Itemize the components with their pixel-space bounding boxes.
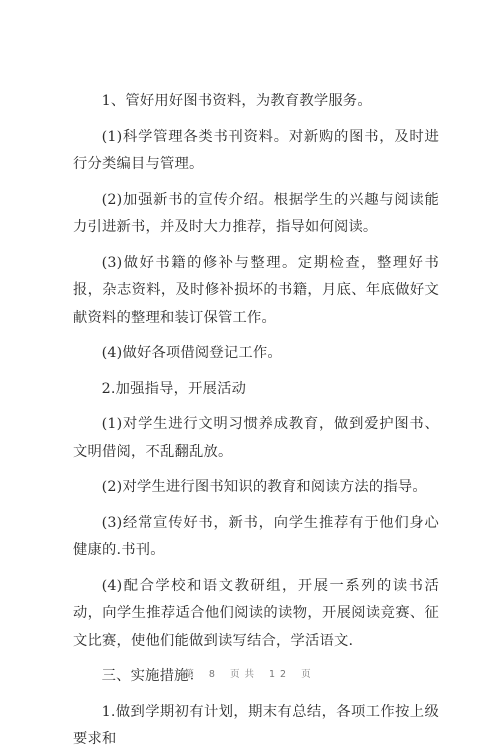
paragraph-1-1: (1)科学管理各类书刊资料。对新购的图书，及时进行分类编目与管理。 [73, 128, 439, 172]
paragraph-1-2: (2)加强新书的宣传介绍。根据学生的兴趣与阅读能力引进新书，并及时大力推荐，指导如何阅读。 [73, 191, 439, 235]
paragraph-1-4: (4)做好各项借阅登记工作。 [101, 345, 282, 361]
page-number-footer: 第 8 页共 12 页 [184, 669, 316, 680]
paragraph-2-4: (4)配合学校和语文教研组，开展一系列的读书活动，向学生推荐适合他们阅读的读物，开展阅读竞赛、征文比赛，使他们能做到读写结合，学活语文. [73, 577, 439, 649]
paragraph-heading-2: 2.加强指导，开展活动 [101, 380, 247, 397]
paragraph-heading-3: 三、实施措施： [101, 668, 204, 684]
paragraph-2-2: (2)对学生进行图书知识的教育和阅读方法的指导。 [101, 479, 427, 495]
paragraph-2-3: (3)经常宣传好书，新书，向学生推荐有于他们身心健康的.书刊。 [73, 514, 439, 558]
paragraph-3-1: 1.做到学期初有计划，期末有总结，各项工作按上级要求和 [73, 703, 439, 747]
paragraph-1-3: (3)做好书籍的修补与整理。定期检查，整理好书报，杂志资料，及时修补损坏的书籍，月底、年底做好文献资料的整理和装订保管工作。 [73, 254, 439, 326]
document-body [73, 88, 439, 754]
paragraph-2-1: (1)对学生进行文明习惯养成教育，做到爱护图书、文明借阅，不乱翻乱放。 [73, 416, 439, 460]
paragraph-heading-1: 1、管好用好图书资料，为教育教学服务。 [101, 93, 372, 109]
